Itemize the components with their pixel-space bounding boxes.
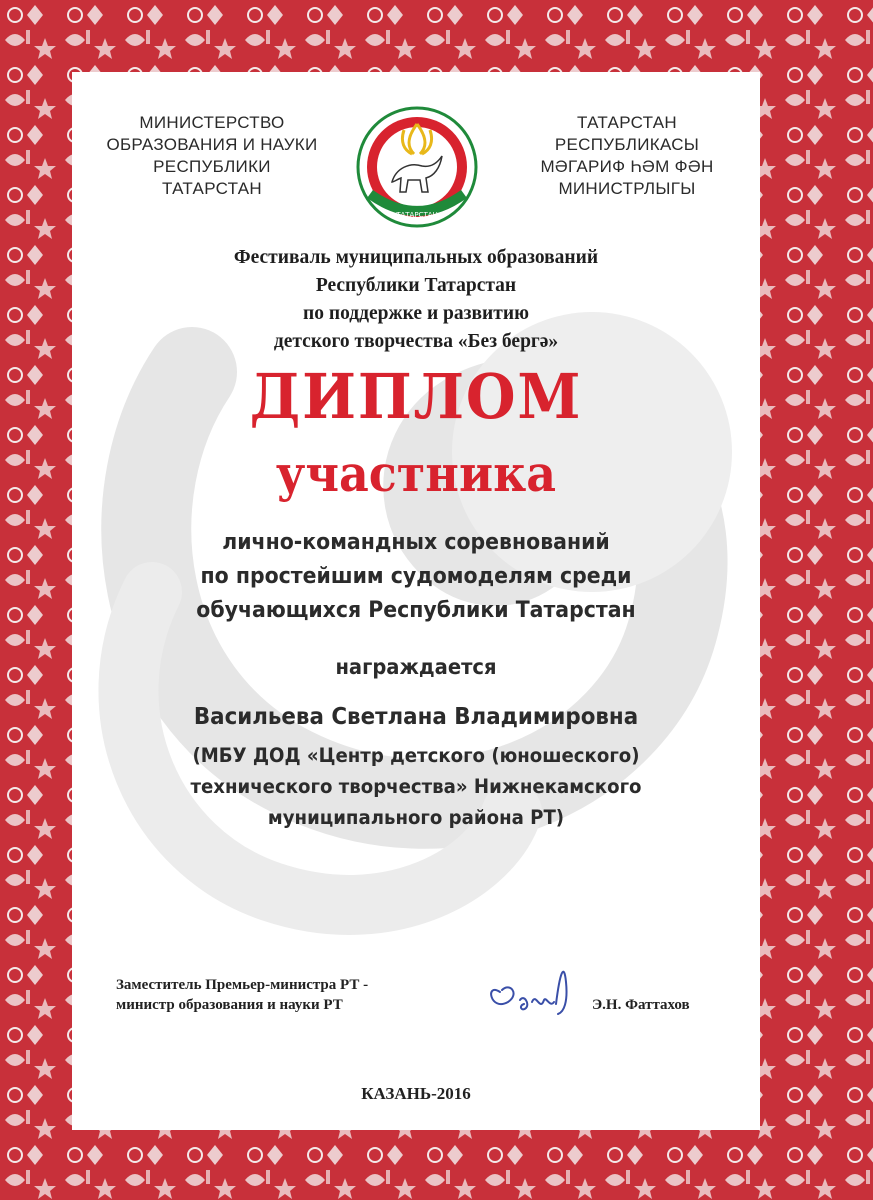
- organization-line: муниципального района РТ): [267, 806, 565, 829]
- ministry-ru-line: РЕСПУБЛИКИ: [153, 157, 271, 176]
- signatory-role-line: Заместитель Премьер-министра РТ -: [116, 977, 369, 993]
- ministry-ru-line: МИНИСТЕРСТВО: [139, 113, 285, 132]
- emblem-label: ТАТАРСТАН: [396, 211, 438, 219]
- coat-of-arms-icon: [356, 106, 478, 228]
- diploma-sheet: [72, 72, 760, 1130]
- ministry-tt-line: ТАТАРСТАН: [577, 113, 677, 132]
- ministry-tt-line: МӘГАРИФ ҺӘМ ФӘН: [540, 157, 714, 176]
- organization-line: технического творчества» Нижнекамского: [190, 775, 642, 798]
- ministry-russian-name: [82, 112, 342, 200]
- contest-line: обучающихся Республики Татарстан: [196, 598, 636, 623]
- festival-title: [112, 244, 720, 356]
- handwritten-signature: [480, 952, 590, 1032]
- contest-line: лично-командных соревнований: [222, 530, 610, 555]
- festival-line: Фестиваль муниципальных образований: [233, 247, 599, 268]
- recipient-organization: [124, 740, 708, 833]
- recipient-name: Васильева Светлана Владимировна: [193, 704, 639, 730]
- signatory-name: Э.Н. Фаттахов: [592, 997, 690, 1013]
- ministry-tt-line: РЕСПУБЛИКАСЫ: [554, 135, 700, 154]
- awarded-label: награждается: [335, 655, 497, 679]
- organization-line: (МБУ ДОД «Центр детского (юношеского): [192, 744, 640, 767]
- contest-description: [124, 526, 708, 628]
- contest-line: по простейшим судомоделям среди: [200, 564, 632, 589]
- signatory-role-line: министр образования и науки РТ: [116, 997, 343, 1013]
- ministry-tatar-name: [502, 112, 752, 200]
- festival-line: по поддержке и развитию: [303, 303, 529, 324]
- signatory-role: [116, 975, 456, 1015]
- festival-line: Республики Татарстан: [315, 275, 517, 296]
- ministry-ru-line: ТАТАРСТАН: [162, 179, 262, 198]
- city-year: КАЗАНЬ-2016: [361, 1084, 471, 1103]
- festival-line: детского творчества «Без бергә»: [273, 331, 559, 352]
- ministry-tt-line: МИНИСТРЛЫГЫ: [558, 179, 696, 198]
- ministry-ru-line: ОБРАЗОВАНИЯ И НАУКИ: [106, 135, 318, 154]
- diploma-subtitle: участника: [275, 444, 557, 503]
- diploma-title: ДИПЛОМ: [249, 360, 583, 433]
